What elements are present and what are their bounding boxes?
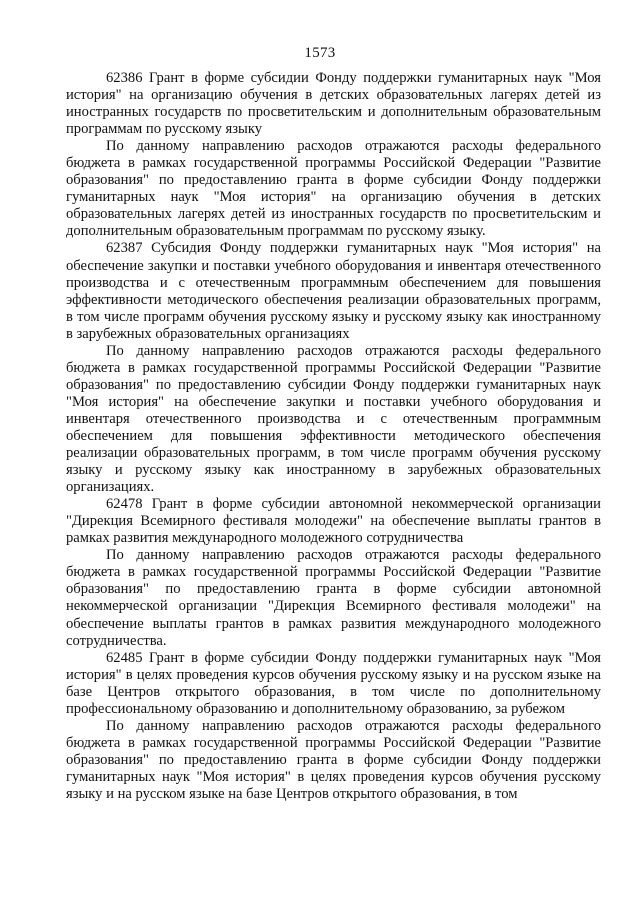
paragraph-62387-title: 62387 Субсидия Фонду поддержки гуманитарных наук "Моя история" на обеспечение закупки и поставки учебного оборудования и инвентаря отечественного производства и с отечественным программным обеспечением для повышения эффективности методического обеспечения реализации образовательных программ, в том числе программ обучения русскому языку и русскому языку как иностранному в зарубежных образовательных организациях (66, 240, 601, 342)
paragraph-62485-title: 62485 Грант в форме субсидии Фонду поддержки гуманитарных наук "Моя история" в целях проведения курсов обучения русскому языку и на русском языке на базе Центров открытого образования, в том числе по дополнительному профессиональному образованию и дополнительному образованию, за рубежом (66, 649, 601, 717)
document-body (66, 70, 601, 803)
page-number: 1573 (304, 45, 336, 61)
paragraph-62387-description: По данному направлению расходов отражаются расходы федерального бюджета в рамках государственной программы Российской Федерации "Развитие образования" по предоставлению субсидии Фонду поддержки гуманитарных наук "Моя история" на обеспечение закупки и поставки учебного оборудования и инвентаря отечественного производства и с отечественным программным обеспечением для повышения эффективности методического обеспечения реализации образовательных программ, в том числе программ обучения русскому языку и русскому языку как иностранному в зарубежных образовательных организациях. (66, 342, 601, 496)
paragraph-62478-title: 62478 Грант в форме субсидии автономной некоммерческой организации "Дирекция Всемирного фестиваля молодежи" на обеспечение выплаты грантов в рамках развития международного молодежного сотрудничества (66, 496, 601, 547)
paragraph-62485-description: По данному направлению расходов отражаются расходы федерального бюджета в рамках государственной программы Российской Федерации "Развитие образования" по предоставлению гранта в форме субсидии Фонду поддержки гуманитарных наук "Моя история" в целях проведения курсов обучения русскому языку и на русском языке на базе Центров открытого образования, в том (66, 717, 601, 802)
paragraph-62386-title: 62386 Грант в форме субсидии Фонду поддержки гуманитарных наук "Моя история" на организацию обучения в детских образовательных лагерях детей из иностранных государств по просветительским и дополнительным образовательным программам по русскому языку (66, 70, 601, 138)
paragraph-62478-description: По данному направлению расходов отражаются расходы федерального бюджета в рамках государственной программы Российской Федерации "Развитие образования" по предоставлению гранта в форме субсидии автономной некоммерческой организации "Дирекция Всемирного фестиваля молодежи" на обеспечение выплаты грантов в рамках развития международного молодежного сотрудничества. (66, 547, 601, 649)
paragraph-62386-description: По данному направлению расходов отражаются расходы федерального бюджета в рамках государственной программы Российской Федерации "Развитие образования" по предоставлению гранта в форме субсидии Фонду поддержки гуманитарных наук "Моя история" на организацию обучения в детских образовательных лагерях детей из иностранных государств по просветительским и дополнительным образовательным программам по русскому языку. (66, 138, 601, 240)
